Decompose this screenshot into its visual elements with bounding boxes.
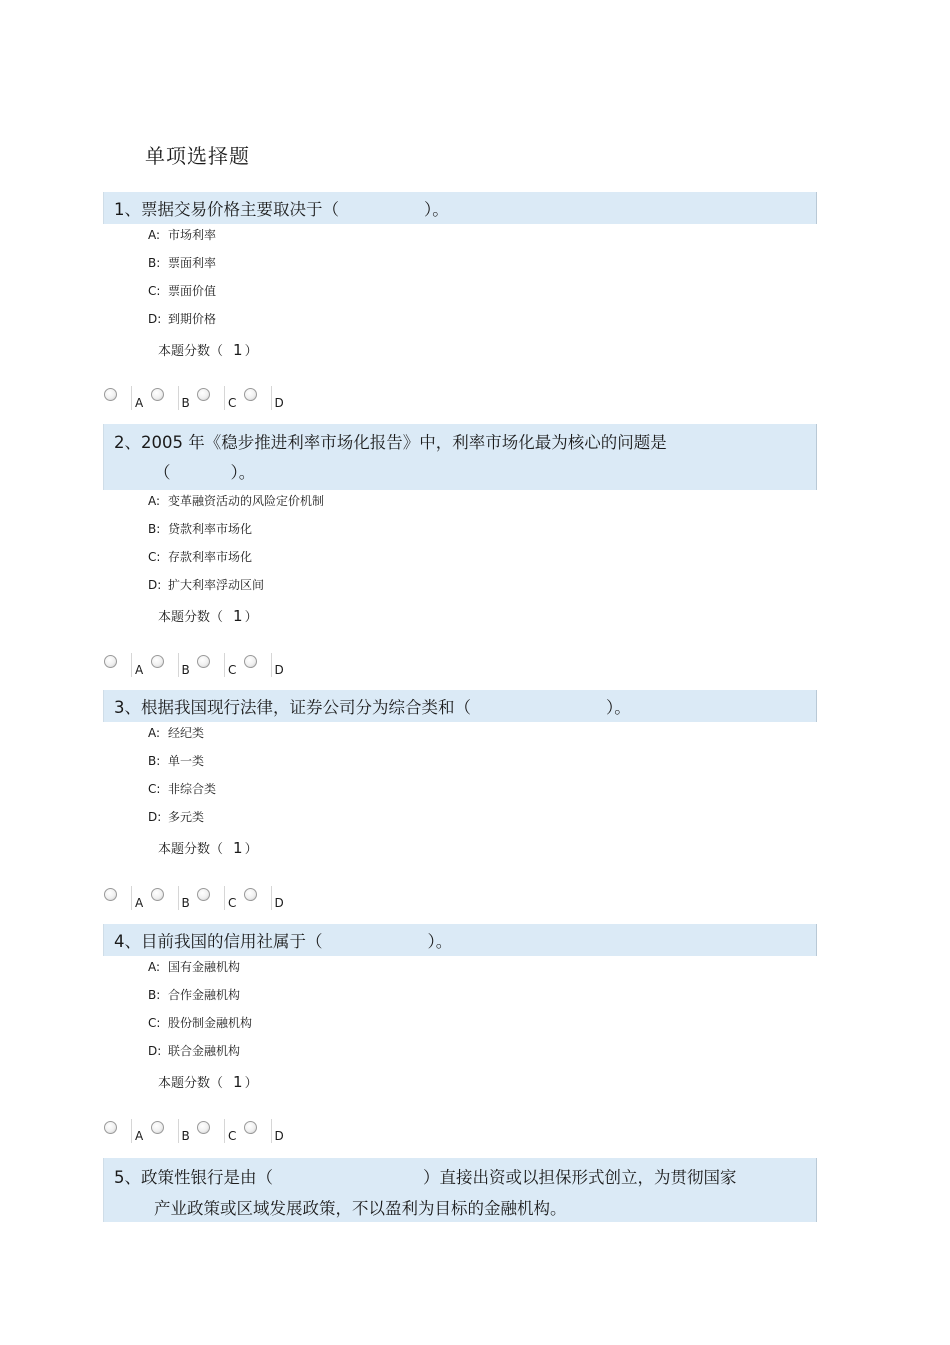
option-a: A: 变革融资活动的风险定价机制 — [148, 494, 325, 508]
question-4-options — [148, 956, 817, 1068]
option-c: C: 票面价值 — [148, 284, 217, 298]
question-2-text: 2、2005 年《稳步推进利率市场化报告》中，利率市场化最为核心的问题是 — [114, 433, 667, 452]
answer-b[interactable]: B — [151, 386, 198, 412]
question-3-options — [148, 722, 817, 834]
question-2-score: 本题分数（ 1 ） — [158, 607, 258, 625]
radio-icon[interactable] — [151, 655, 164, 668]
question-2 — [103, 424, 817, 625]
page-title: 单项选择题 — [145, 144, 250, 168]
question-2-stem: 2、2005 年《稳步推进利率市场化报告》中，利率市场化最为核心的问题是 （ ）。 — [103, 424, 817, 490]
option-b: B: 票面利率 — [148, 256, 217, 270]
option-a: A: 经纪类 — [148, 726, 205, 740]
question-4-stem — [103, 924, 817, 956]
radio-icon[interactable] — [104, 1121, 117, 1134]
option-c: C: 股份制金融机构 — [148, 1016, 253, 1030]
question-1-options — [148, 224, 817, 336]
option-d: D: 扩大利率浮动区间 — [148, 578, 265, 592]
radio-icon[interactable] — [197, 1121, 210, 1134]
question-3-stem — [103, 690, 817, 722]
question-5-stem — [103, 1158, 817, 1222]
answer-c[interactable]: C — [197, 386, 244, 412]
option-a: A: 国有金融机构 — [148, 960, 241, 974]
radio-icon[interactable] — [244, 388, 257, 401]
question-3 — [103, 690, 817, 857]
radio-icon[interactable] — [104, 655, 117, 668]
answer-b[interactable]: B — [151, 886, 198, 912]
answer-a[interactable]: A — [104, 386, 151, 412]
question-5-text-mid: ）直接出资或以担保形式创立，为贯彻国家 — [423, 1168, 737, 1187]
question-2-answers — [104, 653, 290, 679]
answer-a[interactable]: A — [104, 886, 151, 912]
question-1-text-end: ）。 — [424, 200, 449, 219]
answer-d[interactable]: D — [244, 386, 291, 412]
question-1-score: 本题分数（ 1 ） — [158, 341, 258, 359]
question-3-score: 本题分数（ 1 ） — [158, 839, 258, 857]
radio-icon[interactable] — [197, 655, 210, 668]
answer-b[interactable]: B — [151, 653, 198, 679]
option-d: D: 到期价格 — [148, 312, 217, 326]
answer-d[interactable]: D — [244, 886, 291, 912]
question-5 — [103, 1158, 817, 1222]
question-4 — [103, 924, 817, 1091]
question-1-answers — [104, 386, 290, 412]
answer-c[interactable]: C — [197, 1119, 244, 1145]
option-d: D: 多元类 — [148, 810, 205, 824]
question-3-text: 3、根据我国现行法律，证券公司分为综合类和（ — [114, 698, 471, 717]
radio-icon[interactable] — [104, 888, 117, 901]
radio-icon[interactable] — [151, 1121, 164, 1134]
question-4-answers — [104, 1119, 290, 1145]
option-c: C: 存款利率市场化 — [148, 550, 253, 564]
option-d: D: 联合金融机构 — [148, 1044, 241, 1058]
question-2-options — [148, 490, 817, 602]
answer-a[interactable]: A — [104, 653, 151, 679]
question-1-text: 1、票据交易价格主要取决于（ — [114, 200, 339, 219]
answer-b[interactable]: B — [151, 1119, 198, 1145]
option-b: B: 合作金融机构 — [148, 988, 241, 1002]
question-1-stem — [103, 192, 817, 224]
option-b: B: 单一类 — [148, 754, 205, 768]
question-5-text: 5、政策性银行是由（ — [114, 1168, 273, 1187]
question-5-text-line2: 产业政策或区域发展政策，不以盈利为目标的金融机构。 — [154, 1199, 567, 1218]
question-4-text-end: ）。 — [427, 932, 453, 951]
option-c: C: 非综合类 — [148, 782, 217, 796]
radio-icon[interactable] — [151, 888, 164, 901]
option-b: B: 贷款利率市场化 — [148, 522, 253, 536]
radio-icon[interactable] — [244, 888, 257, 901]
radio-icon[interactable] — [244, 655, 257, 668]
question-4-text: 4、目前我国的信用社属于（ — [114, 932, 323, 951]
radio-icon[interactable] — [151, 388, 164, 401]
question-4-score: 本题分数（ 1 ） — [158, 1073, 258, 1091]
option-a: A: 市场利率 — [148, 228, 217, 242]
answer-c[interactable]: C — [197, 886, 244, 912]
answer-d[interactable]: D — [244, 1119, 291, 1145]
answer-a[interactable]: A — [104, 1119, 151, 1145]
radio-icon[interactable] — [244, 1121, 257, 1134]
answer-d[interactable]: D — [244, 653, 291, 679]
question-3-answers — [104, 886, 290, 912]
radio-icon[interactable] — [197, 888, 210, 901]
answer-c[interactable]: C — [197, 653, 244, 679]
question-1 — [103, 192, 817, 359]
question-3-text-end: ）。 — [606, 698, 631, 717]
radio-icon[interactable] — [197, 388, 210, 401]
radio-icon[interactable] — [104, 388, 117, 401]
